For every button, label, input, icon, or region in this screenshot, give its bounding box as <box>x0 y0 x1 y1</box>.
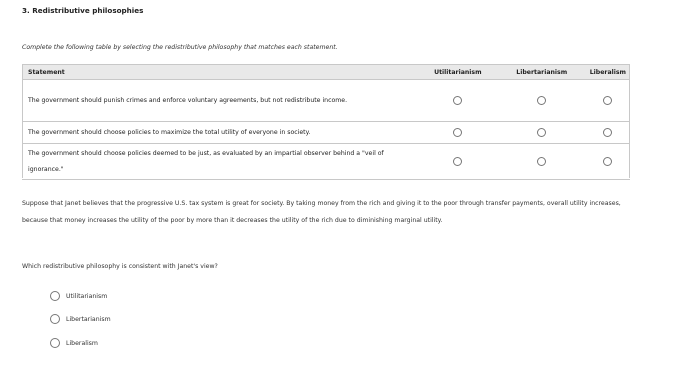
scenario-paragraph: Suppose that Janet believes that the progressive U.S. tax system is great for society. By taking money from the rich and giving it to the poor through transfer payments, overall utility increases, because that money increases the utility of the poor by more than it decreases the utility of the rich due to diminishing marginal utility. <box>22 200 621 224</box>
answer-option-utilitarianism[interactable] <box>50 291 107 301</box>
table-row <box>22 144 630 180</box>
column-header-utilitarianism: Utilitarianism <box>418 65 498 80</box>
radio-row1-liberalism[interactable] <box>603 96 612 105</box>
row2-liberalism-cell <box>586 122 630 144</box>
row2-libertarianism-cell <box>498 122 586 144</box>
option-label: Utilitarianism <box>66 292 108 300</box>
row3-utilitarianism-cell <box>418 144 498 180</box>
row1-utilitarianism-cell <box>418 80 498 122</box>
radio-row3-libertarianism[interactable] <box>537 157 546 166</box>
table-row <box>22 80 630 122</box>
radio-button-icon[interactable] <box>50 314 60 324</box>
answer-option-libertarianism[interactable] <box>50 314 111 324</box>
statement-cell: The government should choose policies to maximize the total utility of everyone in society. <box>22 122 418 144</box>
option-label: Liberalism <box>66 339 98 347</box>
table-header-row <box>22 65 630 80</box>
row1-libertarianism-cell <box>498 80 586 122</box>
table-instructions: Complete the following table by selecting the redistributive philosophy that matches each statement. <box>22 44 338 51</box>
column-header-libertarianism: Libertarianism <box>498 65 586 80</box>
answer-option-liberalism[interactable] <box>50 338 98 348</box>
row3-liberalism-cell <box>586 144 630 180</box>
radio-row1-libertarianism[interactable] <box>537 96 546 105</box>
radio-row3-liberalism[interactable] <box>603 157 612 166</box>
column-header-liberalism: Liberalism <box>586 65 630 80</box>
row1-liberalism-cell <box>586 80 630 122</box>
row2-utilitarianism-cell <box>418 122 498 144</box>
radio-row3-utilitarianism[interactable] <box>453 157 462 166</box>
philosophy-matching-table <box>22 64 630 180</box>
radio-row2-utilitarianism[interactable] <box>453 128 462 137</box>
radio-button-icon[interactable] <box>50 291 60 301</box>
column-header-statement: Statement <box>22 65 418 80</box>
question-title: 3. Redistributive philosophies <box>22 6 144 15</box>
table-row <box>22 122 630 144</box>
radio-row2-libertarianism[interactable] <box>537 128 546 137</box>
radio-row1-utilitarianism[interactable] <box>453 96 462 105</box>
row3-libertarianism-cell <box>498 144 586 180</box>
radio-button-icon[interactable] <box>50 338 60 348</box>
statement-cell: The government should choose policies deemed to be just, as evaluated by an impartial observer behind a "veil of ignorance." <box>22 144 418 180</box>
radio-row2-liberalism[interactable] <box>603 128 612 137</box>
statement-cell: The government should punish crimes and enforce voluntary agreements, but not redistribute income. <box>22 80 418 122</box>
option-label: Libertarianism <box>66 315 111 323</box>
question-prompt: Which redistributive philosophy is consistent with Janet's view? <box>22 263 218 270</box>
